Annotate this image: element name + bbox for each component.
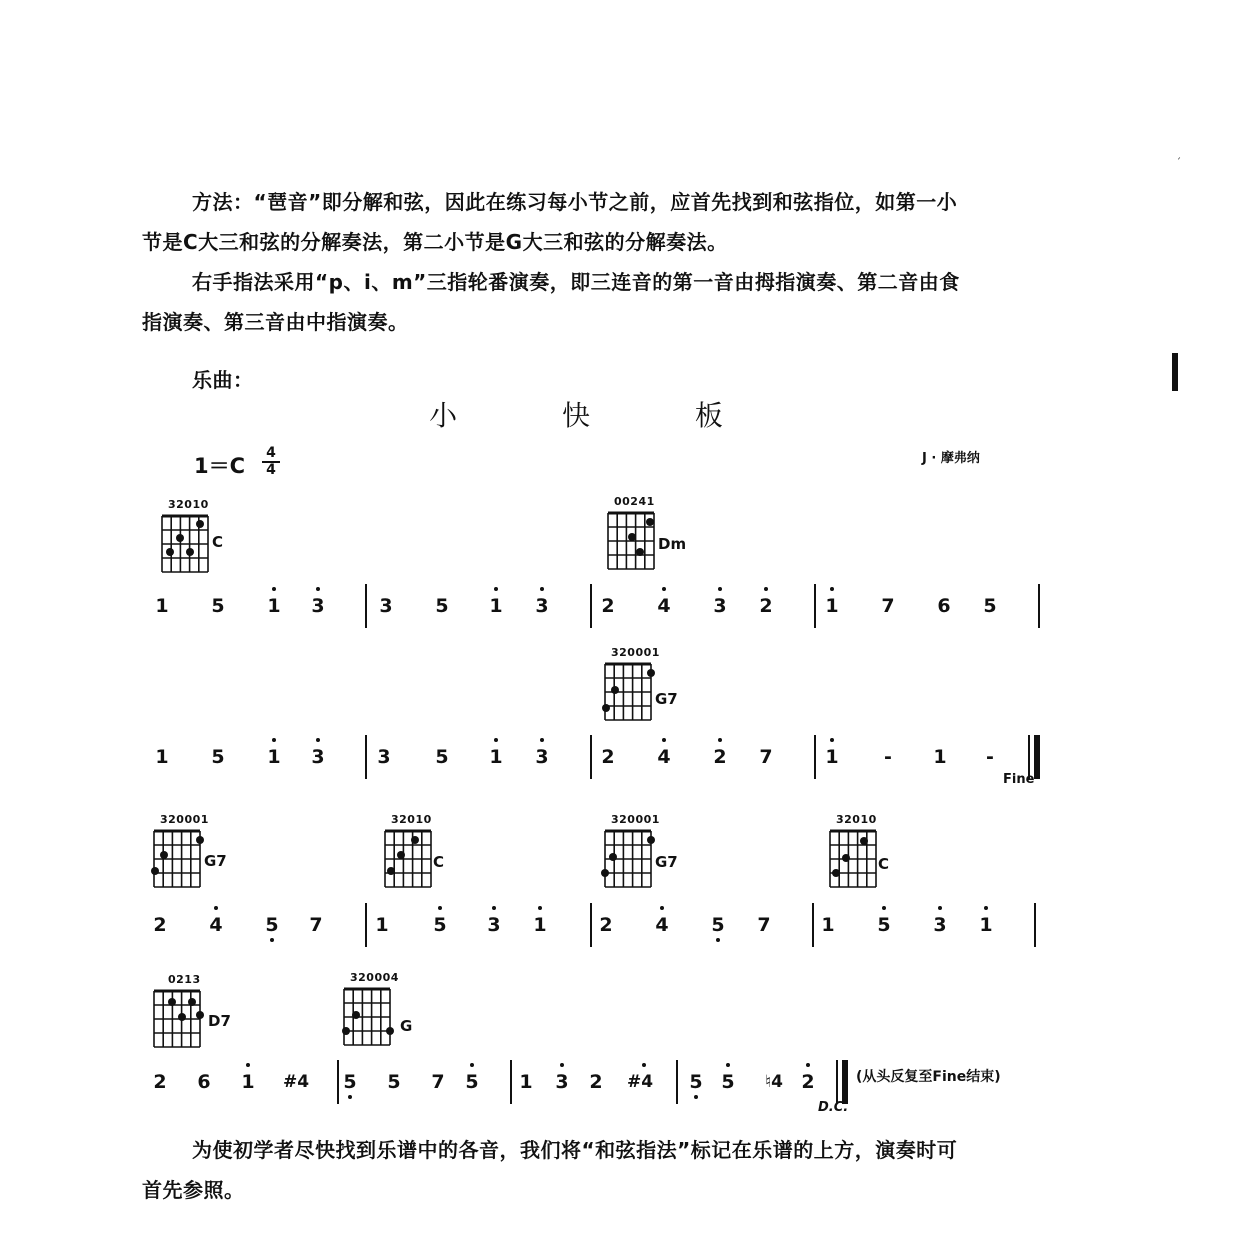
- score-note: 5: [435, 746, 449, 768]
- score-note: 5: [211, 746, 225, 768]
- time-signature-bottom: 4: [262, 461, 280, 478]
- score-note: 5: [718, 1072, 738, 1092]
- key-signature: 1＝C: [194, 454, 246, 478]
- score-note: 6: [937, 595, 951, 617]
- score-note: 1: [822, 596, 842, 616]
- score-note: 4: [652, 915, 672, 935]
- octave-dot-high: [540, 587, 544, 591]
- score-note: 1: [155, 746, 169, 768]
- chord-diagram-c8: [150, 975, 240, 1055]
- chord-diagram-c1: [158, 500, 248, 580]
- octave-dot-high: [726, 1063, 730, 1067]
- time-signature: [262, 446, 280, 478]
- score-note: 5: [983, 595, 997, 617]
- chord-fingering: 32010: [391, 813, 432, 826]
- closing-line-1: 为使初学者尽快找到乐谱中的各音，我们将“和弦指法”标记在乐谱的上方，演奏时可: [192, 1138, 958, 1162]
- barline: [365, 584, 367, 628]
- chord-name: G7: [655, 690, 678, 708]
- chord-name: D7: [208, 1012, 231, 1030]
- chord-diagram-c6: [601, 815, 691, 895]
- octave-dot-high: [938, 906, 942, 910]
- chord-diagram-c9: [340, 973, 430, 1053]
- score-note: 3: [377, 746, 391, 768]
- octave-dot-high: [984, 906, 988, 910]
- octave-dot-high: [662, 587, 666, 591]
- chord-fingering: 0213: [168, 973, 201, 986]
- method-line-2: 节是C大三和弦的分解奏法，第二小节是G大三和弦的分解奏法。: [142, 230, 728, 254]
- score-note: 7: [309, 914, 323, 936]
- finger-dot: [188, 998, 196, 1006]
- finger-dot: [342, 1027, 350, 1035]
- finger-dot: [196, 836, 204, 844]
- octave-dot-high: [246, 1063, 250, 1067]
- score-note: 1: [486, 747, 506, 767]
- finger-dot: [611, 686, 619, 694]
- closing-paragraph: [142, 1130, 1052, 1210]
- octave-dot-high: [660, 906, 664, 910]
- finger-dot: [151, 867, 159, 875]
- method-line-1: 方法：“琶音”即分解和弦，因此在练习每小节之前，应首先找到和弦指位，如第一小: [192, 190, 958, 214]
- chord-fingering: 32010: [836, 813, 877, 826]
- octave-dot-high: [806, 1063, 810, 1067]
- score-note: 6: [197, 1071, 211, 1093]
- barline: [365, 903, 367, 947]
- octave-dot-high: [494, 587, 498, 591]
- music-label: 乐曲：: [192, 368, 254, 392]
- dc-mark: D.C.: [818, 1100, 849, 1115]
- octave-dot-high: [830, 587, 834, 591]
- octave-dot-high: [470, 1063, 474, 1067]
- barline: [337, 1060, 339, 1104]
- finger-dot: [160, 851, 168, 859]
- score-note: 1: [519, 1071, 533, 1093]
- score-note: 3: [379, 595, 393, 617]
- score-note: 5: [462, 1072, 482, 1092]
- fretboard-grid: [601, 815, 661, 890]
- score-note: 5: [430, 915, 450, 935]
- octave-dot-high: [316, 738, 320, 742]
- score-note: 3: [930, 915, 950, 935]
- barline: [814, 735, 816, 779]
- barline: [1038, 584, 1040, 628]
- chord-name: G7: [655, 853, 678, 871]
- chord-fingering: 32010: [168, 498, 209, 511]
- score-row-3: [0, 913, 1240, 953]
- score-note: 1: [375, 914, 389, 936]
- final-barline-thin: [836, 1060, 838, 1104]
- octave-dot-high: [538, 906, 542, 910]
- barline: [590, 735, 592, 779]
- octave-dot-high: [272, 738, 276, 742]
- chord-name: C: [433, 853, 445, 871]
- octave-dot-high: [882, 906, 886, 910]
- score-note: 1: [822, 747, 842, 767]
- finger-dot: [602, 704, 610, 712]
- chord-fingering: 00241: [614, 495, 655, 508]
- chord-diagram-c4: [150, 815, 240, 895]
- octave-dot-low: [694, 1095, 698, 1099]
- finger-dot: [196, 520, 204, 528]
- score-note: 5: [708, 915, 728, 935]
- octave-dot-high: [830, 738, 834, 742]
- barline: [590, 584, 592, 628]
- chord-name: G7: [204, 852, 227, 870]
- score-note: 2: [601, 595, 615, 617]
- score-note: 7: [431, 1071, 445, 1093]
- chord-diagram-c5: [381, 815, 471, 895]
- fine-mark: Fine: [1003, 772, 1035, 787]
- finger-dot: [352, 1011, 360, 1019]
- score-note: 1: [264, 747, 284, 767]
- octave-dot-high: [494, 738, 498, 742]
- score-note: 1: [238, 1072, 258, 1092]
- finger-dot: [647, 836, 655, 844]
- score-note: 3: [710, 596, 730, 616]
- score-note: 7: [881, 595, 895, 617]
- score-note: 2: [599, 914, 613, 936]
- chord-diagram-c2: [604, 497, 694, 577]
- finger-dot: [397, 851, 405, 859]
- score-row-1: [0, 594, 1240, 634]
- octave-dot-high: [492, 906, 496, 910]
- finger-dot: [166, 548, 174, 556]
- score-note: 5: [387, 1071, 401, 1093]
- barline: [676, 1060, 678, 1104]
- score-note: 3: [308, 596, 328, 616]
- barline: [510, 1060, 512, 1104]
- fingering-line-2: 指演奏、第三音由中指演奏。: [142, 310, 409, 334]
- score-note: 2: [710, 747, 730, 767]
- score-note: 2: [756, 596, 776, 616]
- finger-dot: [842, 854, 850, 862]
- fretboard-grid: [826, 815, 886, 890]
- barline: [1034, 903, 1036, 947]
- score-note: 5: [874, 915, 894, 935]
- score-note: 5: [262, 915, 282, 935]
- score-note: 1: [155, 595, 169, 617]
- octave-dot-low: [270, 938, 274, 942]
- finger-dot: [860, 837, 868, 845]
- barline: [590, 903, 592, 947]
- score-note: 7: [757, 914, 771, 936]
- score-note: ♮4: [765, 1072, 783, 1092]
- score-note: 1: [933, 746, 947, 768]
- score-note: 3: [532, 747, 552, 767]
- finger-dot: [176, 534, 184, 542]
- score-note: 4: [654, 747, 674, 767]
- octave-dot-high: [560, 1063, 564, 1067]
- octave-dot-high: [662, 738, 666, 742]
- fretboard-grid: [381, 815, 441, 890]
- closing-line-2: 首先参照。: [142, 1178, 245, 1202]
- score-note: -: [986, 746, 994, 768]
- fretboard-grid: [601, 648, 661, 723]
- finger-dot: [609, 853, 617, 861]
- repeat-instruction: (从头反复至Fine结束): [856, 1069, 1001, 1085]
- fretboard-grid: [150, 975, 210, 1050]
- score-note: 2: [798, 1072, 818, 1092]
- finger-dot: [628, 533, 636, 541]
- score-note: 4: [654, 596, 674, 616]
- octave-dot-high: [764, 587, 768, 591]
- score-row-2: [0, 745, 1240, 785]
- octave-dot-high: [718, 587, 722, 591]
- finger-dot: [647, 669, 655, 677]
- score-note: 3: [484, 915, 504, 935]
- octave-dot-low: [716, 938, 720, 942]
- score-note: 5: [435, 595, 449, 617]
- finger-dot: [168, 998, 176, 1006]
- final-barline-thick: [842, 1060, 848, 1104]
- score-note: 1: [530, 915, 550, 935]
- finger-dot: [178, 1013, 186, 1021]
- octave-dot-high: [272, 587, 276, 591]
- chord-name: Dm: [658, 535, 687, 553]
- score-note: #4: [626, 1072, 654, 1092]
- chord-fingering: 320001: [611, 646, 660, 659]
- score-note: 1: [486, 596, 506, 616]
- score-note: 3: [532, 596, 552, 616]
- fretboard-grid: [158, 500, 218, 575]
- score-note: 2: [153, 1071, 167, 1093]
- finger-dot: [387, 867, 395, 875]
- score-note: 2: [589, 1071, 603, 1093]
- chord-fingering: 320004: [350, 971, 399, 984]
- finger-dot: [601, 869, 609, 877]
- finger-dot: [411, 836, 419, 844]
- finger-dot: [646, 518, 654, 526]
- method-paragraph: [142, 182, 1052, 262]
- octave-dot-high: [642, 1063, 646, 1067]
- chord-name: C: [212, 533, 224, 551]
- chord-name: C: [878, 855, 890, 873]
- score-row-4: [0, 1070, 1240, 1110]
- chord-diagram-c7: [826, 815, 916, 895]
- margin-bar-mark: [1172, 353, 1178, 391]
- fretboard-grid: [150, 815, 210, 890]
- piece-title: 小 快 板: [429, 399, 771, 432]
- score-note: 1: [264, 596, 284, 616]
- finger-dot: [186, 548, 194, 556]
- octave-dot-high: [718, 738, 722, 742]
- composer: J · 摩弗纳: [922, 451, 980, 466]
- final-barline-thick: [1034, 735, 1040, 779]
- barline: [365, 735, 367, 779]
- score-note: 7: [759, 746, 773, 768]
- chord-fingering: 320001: [160, 813, 209, 826]
- finger-dot: [636, 548, 644, 556]
- fretboard-grid: [604, 497, 664, 572]
- fretboard-grid: [340, 973, 400, 1048]
- score-note: 2: [601, 746, 615, 768]
- margin-tick: ˊ: [1176, 158, 1181, 169]
- barline: [812, 903, 814, 947]
- octave-dot-high: [438, 906, 442, 910]
- fingering-paragraph: [142, 262, 1052, 342]
- score-note: -: [884, 746, 892, 768]
- score-note: #4: [282, 1072, 310, 1092]
- finger-dot: [832, 869, 840, 877]
- score-note: 4: [206, 915, 226, 935]
- score-note: 1: [821, 914, 835, 936]
- chord-name: G: [400, 1017, 413, 1035]
- time-signature-top: 4: [266, 445, 276, 461]
- octave-dot-high: [316, 587, 320, 591]
- score-note: 5: [340, 1072, 360, 1092]
- score-note: 3: [308, 747, 328, 767]
- score-note: 1: [976, 915, 996, 935]
- score-note: 5: [211, 595, 225, 617]
- score-note: 2: [153, 914, 167, 936]
- barline: [814, 584, 816, 628]
- octave-dot-high: [540, 738, 544, 742]
- fingering-line-1: 右手指法采用“p、i、m”三指轮番演奏，即三连音的第一音由拇指演奏、第二音由食: [192, 270, 960, 294]
- octave-dot-low: [348, 1095, 352, 1099]
- score-note: 5: [686, 1072, 706, 1092]
- finger-dot: [386, 1027, 394, 1035]
- score-note: 3: [552, 1072, 572, 1092]
- chord-diagram-c3: [601, 648, 691, 728]
- finger-dot: [196, 1011, 204, 1019]
- chord-fingering: 320001: [611, 813, 660, 826]
- octave-dot-high: [214, 906, 218, 910]
